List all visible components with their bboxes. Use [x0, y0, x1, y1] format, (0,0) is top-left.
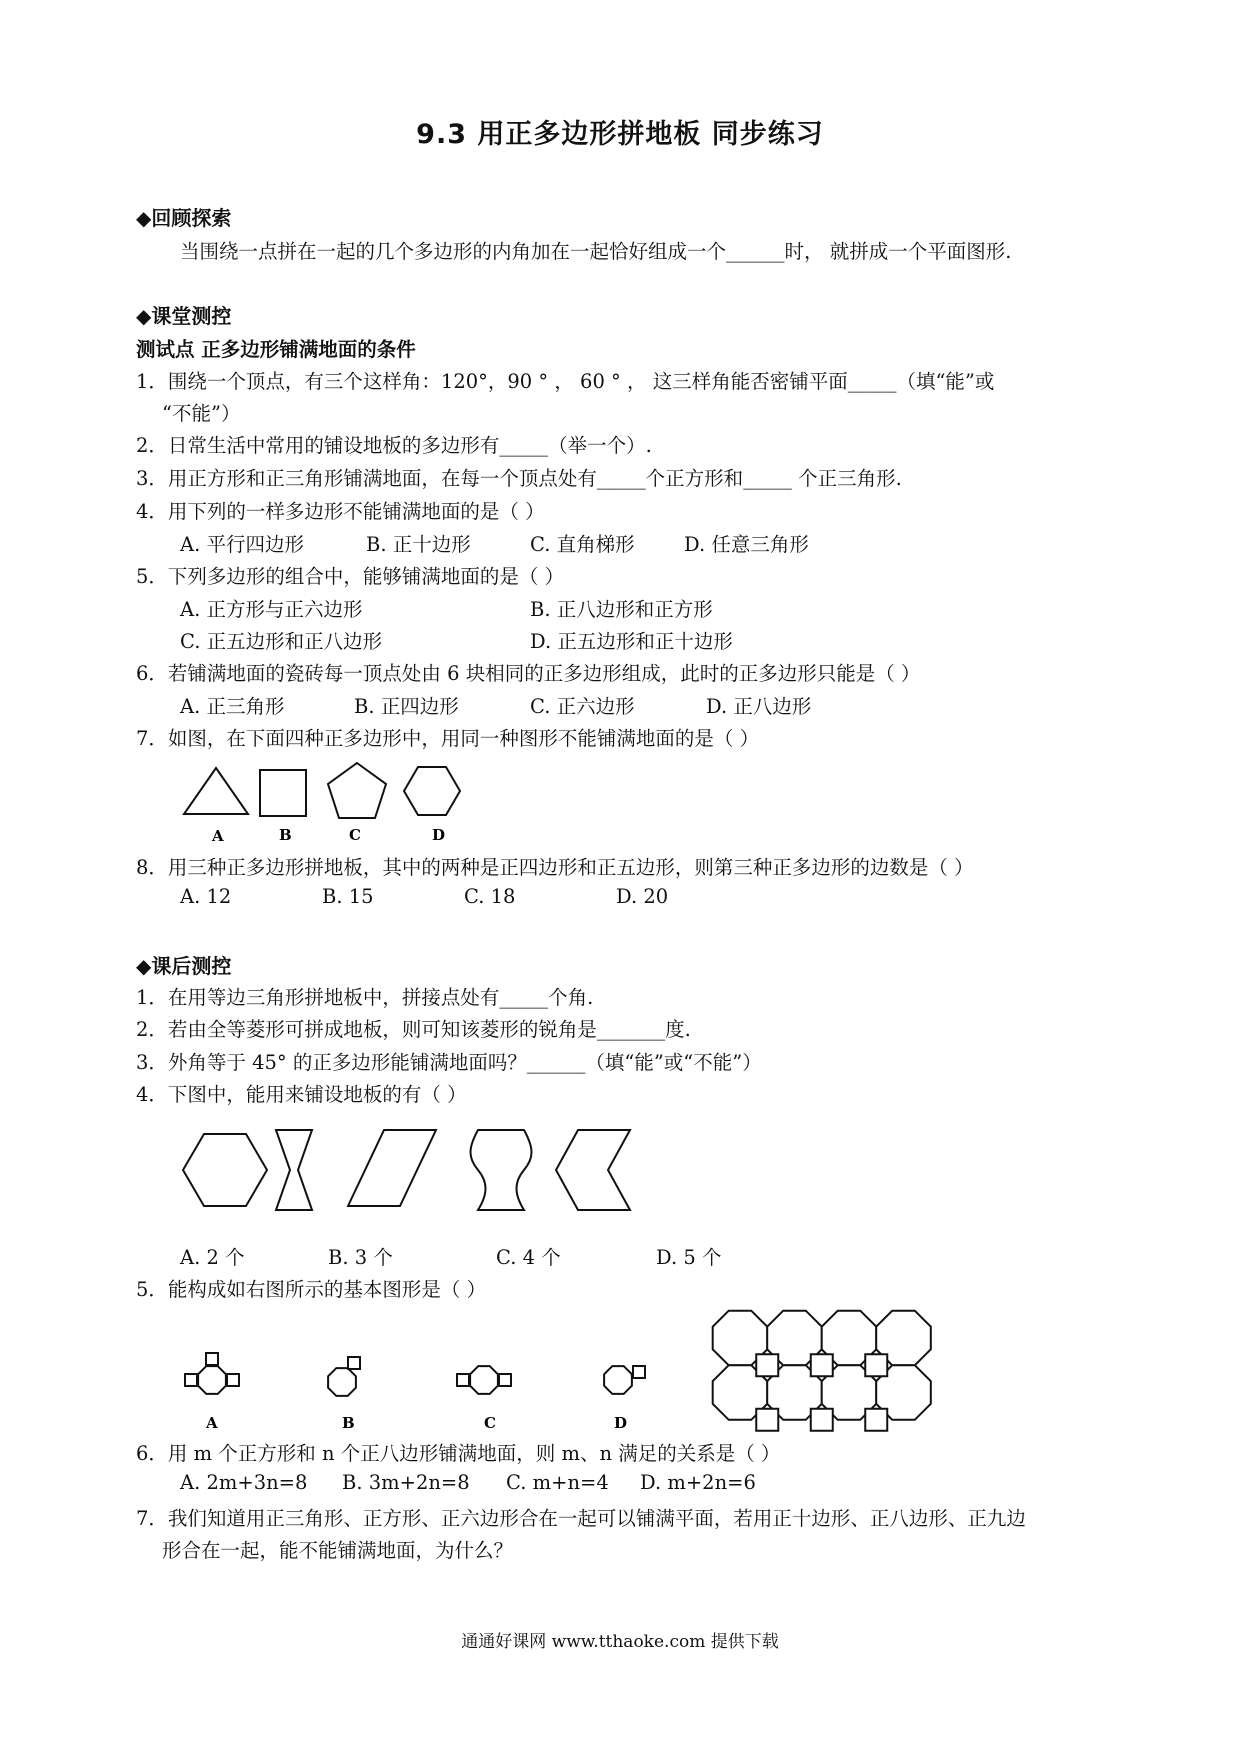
q4-option-a: A. 平行四边形 — [180, 533, 304, 556]
classroom-q6: 6．若铺满地面的瓷砖每一顶点处由 6 块相同的正多边形组成，此时的正多边形只能是（ ） — [136, 662, 921, 685]
triangle-shape — [184, 768, 248, 814]
pentagon-shape — [328, 763, 386, 818]
homework-q3: 3．外角等于 45° 的正多边形能铺满地面吗？______（填“能”或“不能”） — [136, 1051, 762, 1074]
tiling-square — [756, 1354, 778, 1376]
s-curve-tile — [471, 1130, 532, 1210]
q4-option-b: B. 正十边形 — [366, 533, 471, 556]
option-a-octagon — [198, 1366, 226, 1394]
q4-option-d: D. 任意三角形 — [684, 533, 809, 556]
test-point-heading: 测试点 正多边形铺满地面的条件 — [136, 338, 416, 361]
q8-option-a: A. 12 — [180, 885, 232, 908]
hw-q5-label-d: D — [614, 1414, 628, 1432]
q6-option-a: A. 正三角形 — [180, 695, 285, 718]
square-shape — [260, 770, 306, 816]
q8-option-d: D. 20 — [616, 885, 669, 908]
option-a-square-left — [185, 1374, 197, 1386]
hexagon-tile — [183, 1134, 267, 1206]
option-a-square-right — [227, 1374, 239, 1386]
q7-label-a: A — [212, 827, 224, 845]
homework-q1: 1．在用等边三角形拼地板中，拼接点处有_____个角. — [136, 986, 594, 1009]
page-footer: 通通好课网 www.tthaoke.com 提供下载 — [461, 1632, 779, 1652]
hw-q6-option-b: B. 3m+2n=8 — [342, 1471, 470, 1494]
tiling-square — [756, 1409, 778, 1431]
tiling-square — [865, 1409, 887, 1431]
q7-label-b: B — [279, 826, 292, 844]
octagon-square-tiling — [710, 1308, 920, 1426]
q6-option-c: C. 正六边形 — [530, 695, 635, 718]
classroom-q8: 8．用三种正多边形拼地板，其中的两种是正四边形和正五边形，则第三种正多边形的边数是（ ） — [136, 856, 974, 879]
option-d-octagon — [604, 1366, 632, 1394]
option-c-square-right — [499, 1374, 511, 1386]
section-heading-review: ◆回顾探索 — [136, 206, 232, 230]
q7-label-d: D — [432, 826, 446, 844]
hw-q6-option-a: A. 2m+3n=8 — [180, 1471, 308, 1494]
classroom-q1-continued: “不能”） — [162, 402, 241, 425]
hexagon-shape — [404, 767, 460, 815]
option-d-square — [633, 1366, 645, 1378]
tiling-square — [865, 1354, 887, 1376]
classroom-q1: 1．围绕一个顶点，有三个这样角：120°，90 ° ， 60 ° ， 这三样角能否密铺平面_____（填“能”或 — [136, 370, 995, 393]
hw-q5-label-b: B — [342, 1414, 355, 1432]
homework-q4: 4．下图中，能用来铺设地板的有（ ） — [136, 1083, 467, 1106]
chevron-tile — [556, 1130, 630, 1210]
section-heading-homework: ◆课后测控 — [136, 954, 232, 978]
option-a-square-top — [206, 1353, 218, 1365]
hw-q4-option-d: D. 5 个 — [656, 1246, 722, 1269]
classroom-q4: 4．用下列的一样多边形不能铺满地面的是（ ） — [136, 500, 545, 523]
section-heading-classroom: ◆课堂测控 — [136, 304, 232, 328]
q4-option-c: C. 直角梯形 — [530, 533, 635, 556]
q8-option-c: C. 18 — [464, 885, 516, 908]
classroom-q2: 2．日常生活中常用的铺设地板的多边形有_____（举一个）. — [136, 434, 652, 457]
homework-q2: 2．若由全等菱形可拼成地板，则可知该菱形的锐角是_______度. — [136, 1018, 691, 1041]
option-c-octagon — [470, 1366, 498, 1394]
hw-q6-option-d: D. m+2n=6 — [640, 1471, 756, 1494]
q5-option-a: A. 正方形与正六边形 — [180, 598, 363, 621]
hw-q5-label-c: C — [484, 1414, 496, 1432]
homework-q7: 7．我们知道用正三角形、正方形、正六边形合在一起可以铺满平面，若用正十边形、正八边形、正九边 — [136, 1507, 1026, 1530]
hw-q5-options-figure — [178, 1338, 658, 1432]
option-c-square-left — [457, 1374, 469, 1386]
homework-q5: 5．能构成如右图所示的基本图形是（ ） — [136, 1278, 487, 1301]
hw-q4-option-c: C. 4 个 — [496, 1246, 561, 1269]
hw-q4-option-b: B. 3 个 — [328, 1246, 393, 1269]
hw-q4-tile-figure — [178, 1118, 638, 1222]
q5-option-b: B. 正八边形和正方形 — [530, 598, 713, 621]
tiling-square — [811, 1409, 833, 1431]
hw-q6-option-c: C. m+n=4 — [506, 1471, 609, 1494]
bowtie-tile — [276, 1130, 312, 1210]
q8-option-b: B. 15 — [322, 885, 374, 908]
parallelogram-tile — [348, 1130, 436, 1206]
classroom-q5: 5．下列多边形的组合中，能够铺满地面的是（ ） — [136, 565, 565, 588]
q6-option-d: D. 正八边形 — [706, 695, 812, 718]
option-b-square — [348, 1357, 360, 1369]
option-b-octagon — [328, 1368, 356, 1396]
review-text: 当围绕一点拼在一起的几个多边形的内角加在一起恰好组成一个______时， 就拼成一个平面图形. — [180, 240, 1012, 263]
classroom-q3: 3．用正方形和正三角形铺满地面，在每一个顶点处有_____个正方形和_____ 个正三角形. — [136, 467, 902, 490]
page-title: 9.3 用正多边形拼地板 同步练习 — [416, 119, 824, 150]
q5-option-d: D. 正五边形和正十边形 — [530, 630, 733, 653]
classroom-q7: 7．如图，在下面四种正多边形中，用同一种图形不能铺满地面的是（ ） — [136, 727, 760, 750]
tiling-square — [811, 1354, 833, 1376]
homework-q6: 6．用 m 个正方形和 n 个正八边形铺满地面，则 m、n 满足的关系是（ ） — [136, 1442, 781, 1465]
hw-q4-option-a: A. 2 个 — [180, 1246, 245, 1269]
hw-q5-label-a: A — [206, 1414, 218, 1432]
q7-label-c: C — [349, 826, 361, 844]
q5-option-c: C. 正五边形和正八边形 — [180, 630, 383, 653]
homework-q7-continued: 形合在一起，能不能铺满地面，为什么？ — [162, 1539, 514, 1562]
q6-option-b: B. 正四边形 — [354, 695, 459, 718]
q7-polygon-figure — [178, 752, 474, 844]
